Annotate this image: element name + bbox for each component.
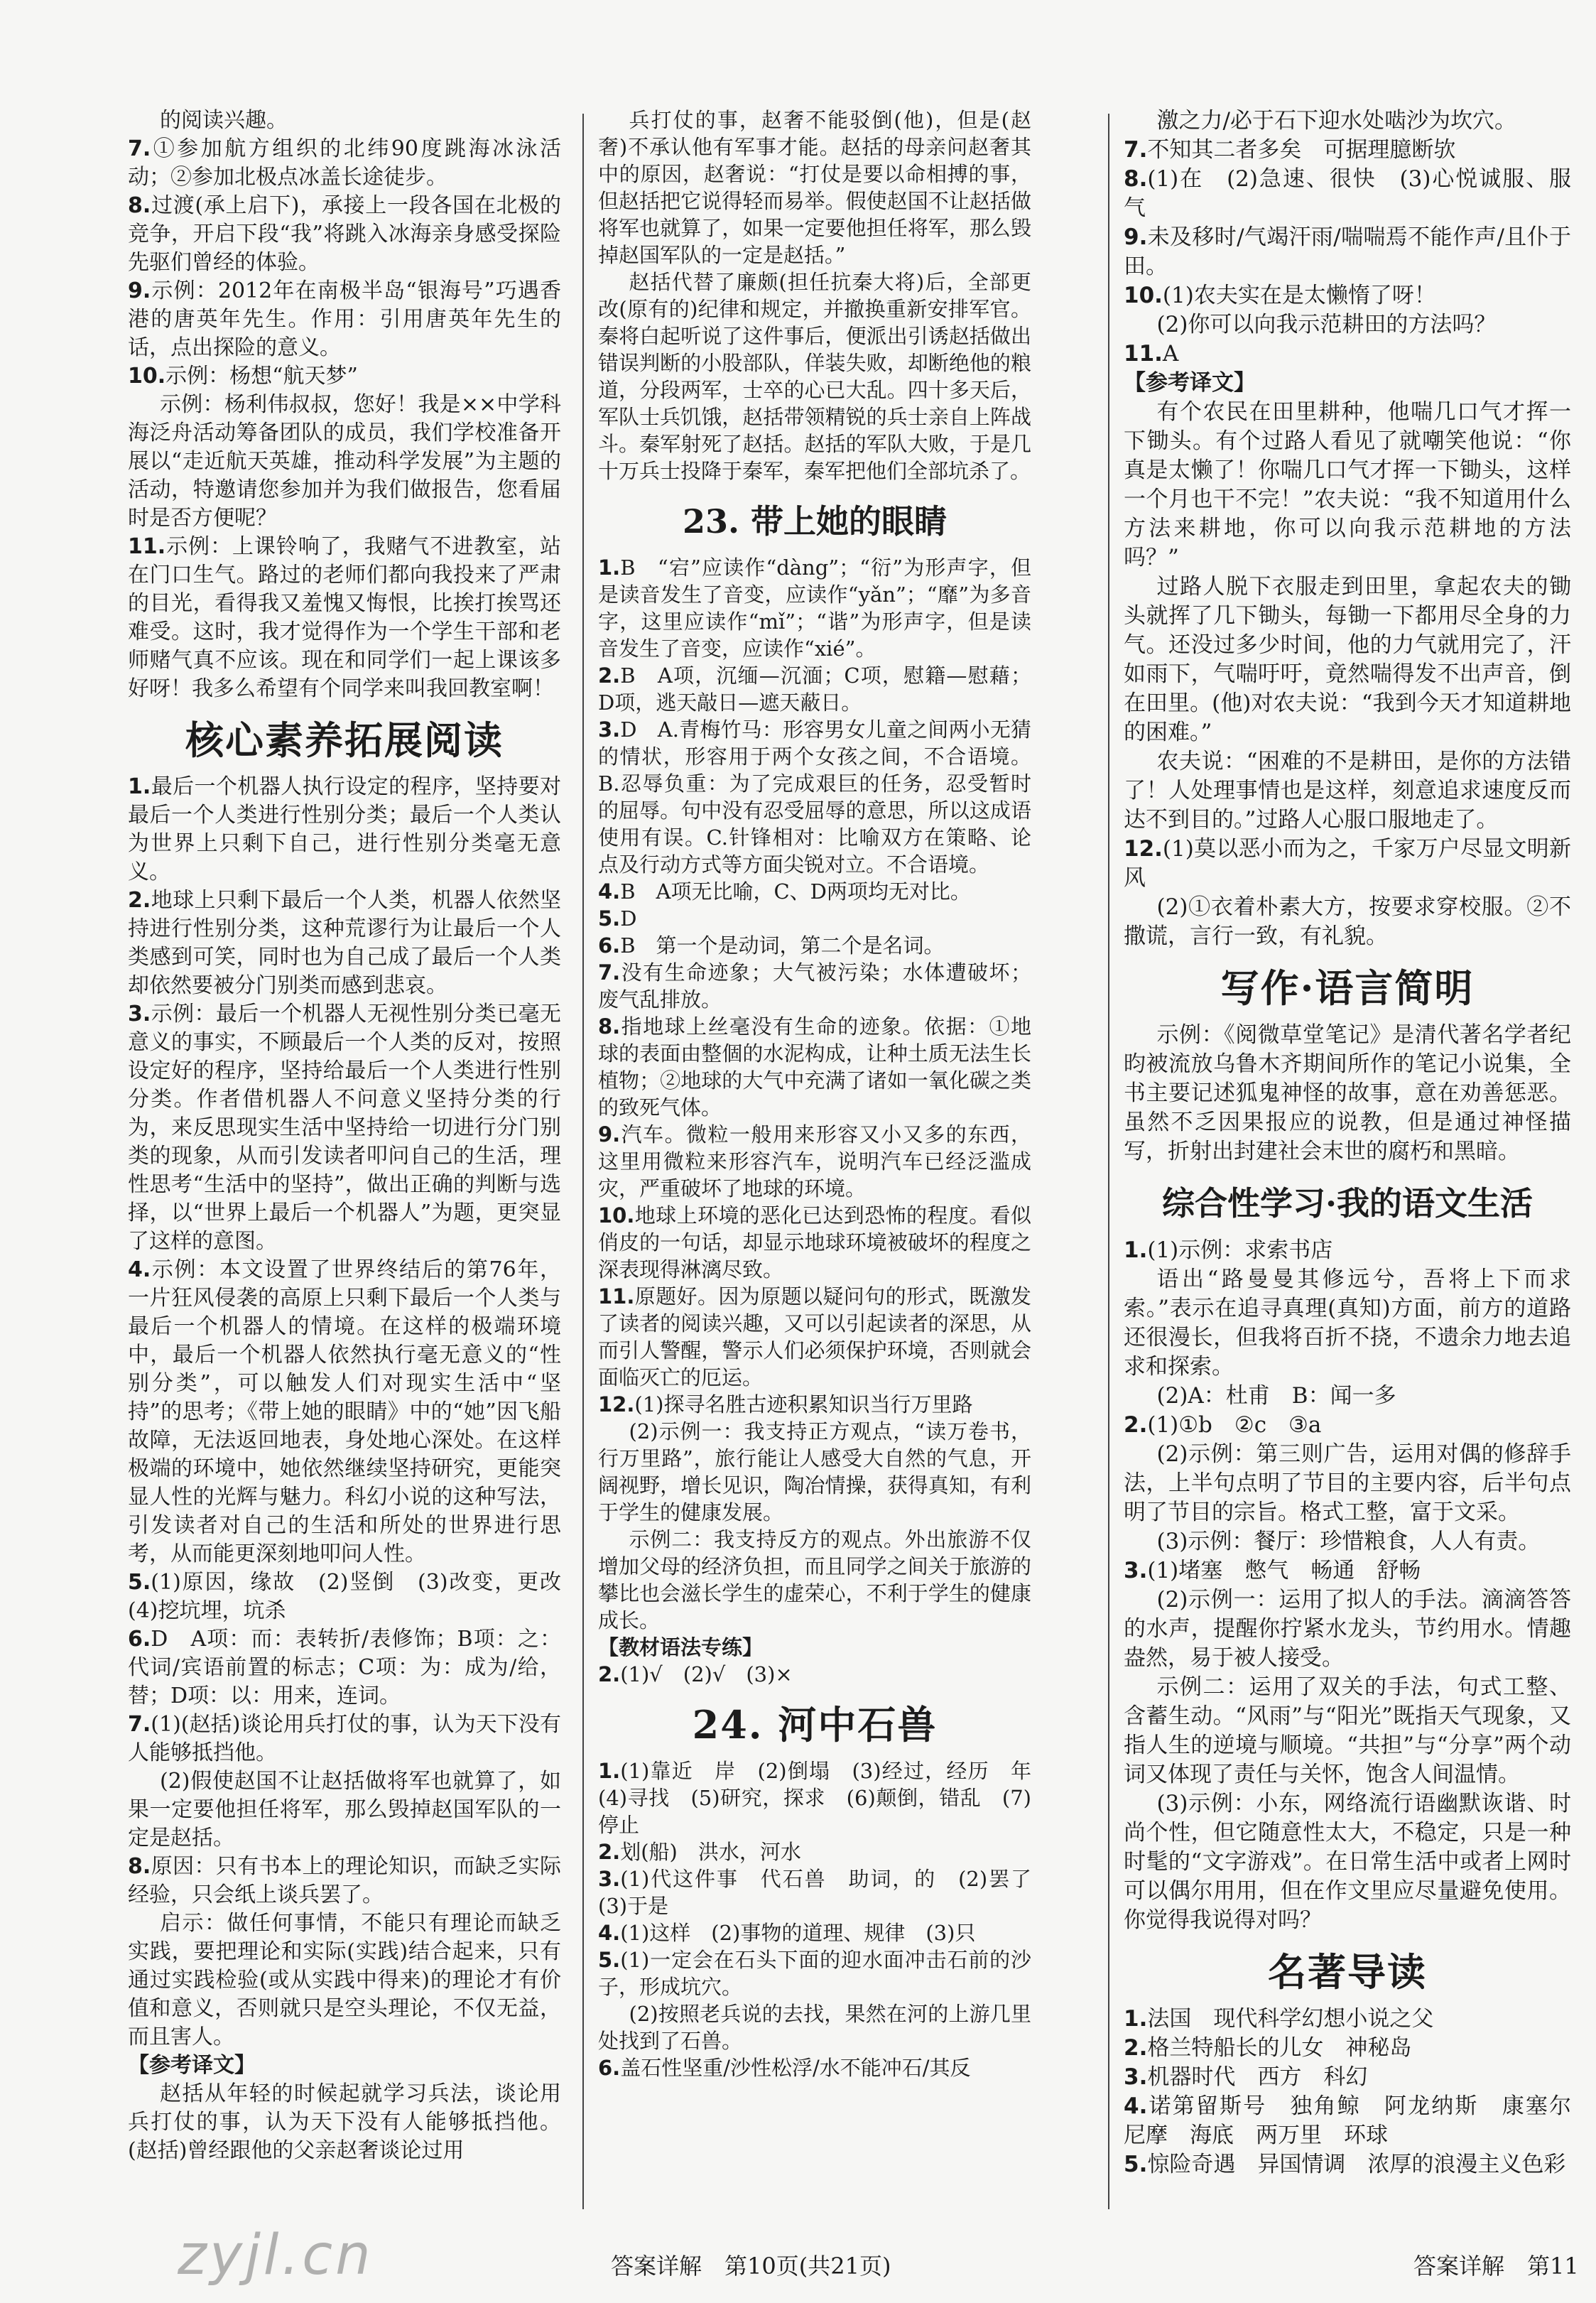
answer-text: 5.(1)原因，缘故 (2)竖倒 (3)改变，更改 (4)挖坑埋，坑杀 — [128, 1570, 582, 1623]
answer-text: 1.(1)靠近 岸 (2)倒塌 (3)经过，经历 年 (4)寻找 (5)研究，探求 (6)颠倒，错乱 (7)停止 — [598, 1759, 1053, 1837]
answer-text: 3.机器时代 西方 科幻 — [1124, 2064, 1368, 2090]
answer-number: 1. — [598, 1759, 621, 1783]
answer-text: 3.D A.青梅竹马：形容男女儿童之间两小无猜的情状，形容用于两个女孩之间，不合语境。B.忍辱负重：为了完成艰巨的任务，忍受暂时的屈辱。句中没有忍受屈辱的意思，所以这成语使用有误。C.针锋相对：比喻双方在策略、论点及行动方式等方面尖锐对立。不合语境。 — [598, 717, 1031, 877]
answer-text: 启示：做任何事情，不能只有理论而缺乏实践，要把理论和实际(实践)结合起来，只有通过实践检验(或从实践中得来)的理论才有价值和意义，否则就只是空头理论，不仅无益，而且害人。 — [128, 1911, 561, 2049]
answer-number: 3. — [598, 1867, 621, 1891]
answer-text: (2)示例一：我支持正方观点，“读万卷书，行万里路”，旅行能让人感受大自然的气息，开阔视野，增长见识，陶冶情操，获得真知，有利于学生的健康发展。 — [598, 1419, 1031, 1524]
answer-text: (2)示例：第三则广告，运用对偶的修辞手法，上半句点明了节目的主要内容，后半句点明了节目的宗旨。格式工整，富于文采。 — [1124, 1441, 1571, 1525]
answer-text: 7.①参加航方组织的北纬90度跳海冰泳活动；②参加北极点冰盖长途徒步。 — [128, 136, 561, 190]
answer-number: 2. — [598, 663, 621, 688]
footer-left-label: 答案详解 — [611, 2253, 702, 2280]
answer-text: 激之力/必于石下迎水处啮沙为坎穴。 — [1156, 108, 1516, 134]
footer-right-page: 第11 — [1527, 2253, 1579, 2280]
answer-text: 3.示例：最后一个机器人无视性别分类已毫无意义的事实，不顾最后一个人类的反对，按照设定好的程序，坚持给最后一个人类进行性别分类。作者借机器人不问意义坚持分类的行为，来反思现实生活中坚持给一切进行分门别类的现象，从而引发读者叩问自己的生活，理性思考“生活中的坚持”，做出正确的判断与选择，以“世界上最后一个机器人”为题，更突显了这样的意图。 — [128, 1002, 561, 1254]
answer-text: (3)示例：小东，网络流行语幽默诙谐、时尚个性，但它随意性太大，不稳定，只是一种时髦的“文字游戏”。在日常生活中或者上网时可以偶尔用用，但在作文里应尽量避免使用。你觉得我说得对吗？ — [1124, 1791, 1571, 1933]
answer-text: 7.(1)(赵括)谈论用兵打仗的事，认为天下没有人能够抵挡他。 — [128, 1712, 561, 1765]
answer-text: 7.不知其二者多矣 可据理臆断欤 — [1124, 137, 1456, 163]
answer-number: 3. — [598, 717, 621, 742]
answer-text: 11.示例：上课铃响了，我赌气不进教室，站在门口生气。路过的老师们都向我投来了严肃的目光，看得我又羞愧又悔恨，比挨打挨骂还难受。这时，我才觉得作为一个学生干部和老师赌气真不应该。现在和同学们一起上课该多好呀！我多么希望有个同学来叫我回教室啊！ — [128, 534, 561, 701]
answer-text: 10.地球上环境的恶化已达到恐怖的程度。看似俏皮的一句话，却显示地球环境被破坏的程度之深表现得淋漓尽致。 — [598, 1203, 1031, 1281]
section-heading: 核心素养拓展阅读 — [185, 717, 504, 763]
section-label: 【参考译文】 — [1124, 370, 1256, 396]
answer-text: 8.过渡(承上启下)，承接上一段各国在北极的竞争，开启下段“我”将跳入冰海亲身感受探险先驱们曾经的体验。 — [128, 193, 561, 275]
answer-text: 赵括代替了廉颇(担任抗秦大将)后，全部更改(原有的)纪律和规定，并撤换重新安排军官。秦将白起听说了这件事后，便派出引诱赵括做出错误判断的小股部队，佯装失败，却断绝他的粮道，分段两军，士卒的心已大乱。四十多天后，军队士兵饥饿，赵括带领精锐的兵士亲自上阵战斗。秦军射死了赵括。赵括的军队大败，于是几十万兵士投降于秦军，秦军把他们全部坑杀了。 — [598, 270, 1031, 483]
answer-text: (2)①衣着朴素大方，按要求穿校服。②不撒谎，言行一致，有礼貌。 — [1124, 894, 1571, 949]
answer-text: 的阅读兴趣。 — [160, 108, 288, 133]
answer-number: 4. — [598, 1921, 621, 1945]
answer-text: 过路人脱下衣服走到田里，拿起农夫的锄头就挥了几下锄头，每锄一下都用尽全身的力气。还没过多少时间，他的力气就用完了，汗如雨下，气喘吁吁，竟然喘得发不出声音，倒在田里。(他)对农夫说：“我到今天才知道耕地的困难。” — [1124, 574, 1571, 745]
answer-number: 7. — [1124, 137, 1148, 163]
answer-text: (2)假使赵国不让赵括做将军也就算了，如果一定要他担任将军，那么毁掉赵国军队的一定是赵括。 — [128, 1769, 561, 1850]
column-rule-1 — [582, 114, 584, 2209]
answer-number: 2. — [598, 1840, 621, 1864]
answer-text: 5.D — [598, 906, 637, 931]
answer-text: 1.法国 现代科学幻想小说之父 — [1124, 2006, 1434, 2032]
footer-right-label: 答案详解 — [1413, 2253, 1505, 2280]
answer-text: 6.盖石性坚重/沙性松浮/水不能冲石/其反 — [598, 2056, 971, 2080]
answer-text: (2)按照老兵说的去找，果然在河的上游几里处找到了石兽。 — [598, 2002, 1031, 2053]
answer-text: 2.(1)①b ②c ③a — [1124, 1412, 1322, 1438]
section-label: 【教材语法专练】 — [598, 1635, 764, 1659]
answer-text: 农夫说：“困难的不是耕田，是你的方法错了！人处理事情也是这样，刻意追求速度反而达不到目的。”过路人心服口服地走了。 — [1124, 749, 1571, 833]
answer-number: 6. — [128, 1627, 151, 1652]
answer-text: 4.(1)这样 (2)事物的道理、规律 (3)只 — [598, 1921, 976, 1945]
answer-number: 1. — [598, 556, 621, 580]
answer-number: 12. — [1124, 836, 1163, 862]
section-heading: 23. 带上她的眼睛 — [682, 502, 948, 541]
answer-number: 7. — [598, 960, 621, 985]
answer-number: 1. — [1124, 2006, 1148, 2032]
answer-text: (3)示例：餐厅：珍惜粮食，人人有责。 — [1156, 1529, 1541, 1554]
answer-number: 10. — [128, 364, 166, 389]
answer-number: 4. — [598, 879, 621, 904]
answer-text: 8.原因：只有书本上的理论知识，而缺乏实际经验，只会纸上谈兵罢了。 — [128, 1854, 561, 1907]
answer-number: 8. — [598, 1014, 621, 1039]
answer-text: 2.格兰特船长的儿女 神秘岛 — [1124, 2035, 1412, 2061]
answer-text: 1.最后一个机器人执行设定的程序，坚持要对最后一个人类进行性别分类；最后一个人类认为世界上只剩下自己，进行性别分类毫无意义。 — [128, 774, 561, 884]
answer-text: 10.示例：杨想“航天梦” — [128, 364, 358, 389]
answer-text: 1.(1)示例：求索书店 — [1124, 1237, 1333, 1263]
answer-text: 2.B A项，沉缅—沉湎；C项，慰籍—慰藉；D项，逃天敲日—遮天蔽日。 — [598, 663, 1031, 715]
answer-text: 有个农民在田里耕种，他喘几口气才挥一下锄头。有个过路人看见了就嘲笑他说：“你真是太懒了！你喘几口气才挥一下锄头，这样一个月也干不完！”农夫说：“我不知道用什么方法来耕地，你可以向我示范耕地的方法吗？” — [1124, 399, 1571, 570]
answer-number: 7. — [128, 136, 151, 161]
section-heading: 名著导读 — [1268, 1949, 1427, 1995]
answer-number: 5. — [128, 1570, 151, 1595]
answer-text: 语出“路曼曼其修远兮，吾将上下而求索。”表示在追寻真理(真知)方面，前方的道路还很漫长，但我将百折不挠，不遗余力地去追求和探索。 — [1124, 1267, 1571, 1380]
column-right — [1124, 107, 1593, 2179]
answer-text: 2.划(船) 洪水，河水 — [598, 1840, 801, 1864]
answer-number: 9. — [1124, 224, 1148, 250]
answer-text: 7.没有生命迹象；大气被污染；水体遭破坏；废气乱排放。 — [598, 960, 1031, 1012]
answer-text: 6.D A项：而：表转折/表修饰；B项：之：代词/宾语前置的标志；C项：为：成为/给，替；D项：以：用来，连词。 — [128, 1627, 561, 1708]
answer-text: (2)示例一：运用了拟人的手法。滴滴答答的水声，提醒你拧紧水龙头，节约用水。情趣盎然，易于被人接受。 — [1124, 1587, 1571, 1671]
answer-number: 2. — [1124, 2035, 1148, 2061]
answer-number: 6. — [598, 933, 621, 958]
column-middle — [598, 107, 1053, 2081]
answer-text: 示例二：运用了双关的手法，句式工整、含蓄生动。“风雨”与“阳光”既指天气现象，又指人生的逆境与顺境。“共担”与“分享”两个动词又体现了责任与关怀，饱含人间温情。 — [1124, 1674, 1571, 1787]
answer-text: 5.惊险奇遇 异国情调 浓厚的浪漫主义色彩 — [1124, 2152, 1566, 2177]
section-label: 【参考译文】 — [128, 2053, 256, 2078]
answer-text: 11.A — [1124, 341, 1179, 367]
answer-text: 9.未及移时/气竭汗雨/喘喘焉不能作声/且仆于田。 — [1124, 224, 1571, 279]
answer-text: 8.指地球上丝毫没有生命的迹象。依据：①地球的表面由整個的水泥构成，让种土质无法生长植物；②地球的大气中充满了诸如一氧化碳之类的致死气体。 — [598, 1014, 1031, 1120]
answer-number: 8. — [1124, 166, 1148, 192]
answer-text: 1.B “宕”应读作“dàng”；“衍”为形声字，但是读音发生了音变，应读作“yǎn”；“靡”为多音字，这里应读作“mǐ”；“谐”为形声字，但是读音发生了音变，应读作“xié”。 — [598, 556, 1031, 661]
column-rule-2 — [1108, 114, 1109, 2209]
answer-text: 12.(1)探寻名胜古迹积累知识当行万里路 — [598, 1392, 973, 1416]
answer-text: 8.(1)在 (2)急速、很快 (3)心悦诚服、服气 — [1124, 166, 1571, 221]
answer-number: 7. — [128, 1712, 151, 1737]
answer-text: 4.示例：本文设置了世界终结后的第76年，一片狂风侵袭的高原上只剩下最后一个人类与最后一个机器人的情境。在这样的极端环境中，最后一个机器人依然执行毫无意义的“性别分类”，可以触发人们对现实生活中“坚持”的思考；《带上她的眼睛》中的“她”因飞船故障，无法返回地表，身处地心深处。在这样极端的环境中，她依然继续坚持研究，更能突显人性的光辉与魅力。科幻小说的这种写法，引发读者对自己的生活和所处的世界进行思考，从而能更深刻地叩问人性。 — [128, 1257, 561, 1566]
answer-number: 1. — [1124, 1237, 1148, 1263]
answer-text: 赵括从年轻的时候起就学习兵法，谈论用兵打仗的事，认为天下没有人能够抵挡他。(赵括)曾经跟他的父亲赵奢谈论过用 — [128, 2081, 561, 2163]
answer-text: (2)A：杜甫 B：闻一多 — [1156, 1383, 1396, 1409]
footer-left — [611, 2248, 891, 2281]
answer-text: 5.(1)一定会在石头下面的迎水面冲击石前的沙子，形成坑穴。 — [598, 1948, 1031, 1999]
answer-number: 2. — [1124, 1412, 1148, 1438]
answer-number: 3. — [1124, 2064, 1148, 2090]
answer-number: 5. — [1124, 2152, 1148, 2177]
answer-number: 11. — [1124, 341, 1163, 367]
answer-number: 10. — [598, 1203, 635, 1228]
answer-text: 示例：杨利伟叔叔，您好！我是××中学科海泛舟活动筹备团队的成员，我们学校准备开展以“走近航天英雄，推动科学发展”为主题的活动，特邀请您参加并为我们做报告，您看届时是否方便呢？ — [128, 392, 561, 531]
answer-number: 3. — [1124, 1558, 1148, 1583]
watermark: zyjl.cn — [178, 2223, 374, 2287]
answer-number: 5. — [598, 1948, 621, 1972]
answer-number: 10. — [1124, 283, 1163, 308]
answer-number: 9. — [128, 278, 151, 303]
answer-text: 6.B 第一个是动词，第二个是名词。 — [598, 933, 945, 958]
answer-text: 4.B A项无比喻，C、D两项均无对比。 — [598, 879, 971, 904]
answer-number: 11. — [598, 1284, 635, 1308]
answer-number: 8. — [128, 1854, 151, 1879]
answer-text: 兵打仗的事，赵奢不能驳倒(他)，但是(赵奢)不承认他有军事才能。赵括的母亲问赵奢其中的原因，赵奢说：“打仗是要以命相搏的事，但赵括把它说得轻而易举。假使赵国不让赵括做将军也就算了，如果一定要他担任将军，那么毁掉赵国军队的一定是赵括。” — [598, 108, 1031, 267]
answer-number: 12. — [598, 1392, 635, 1416]
answer-number: 2. — [598, 1662, 621, 1686]
answer-text: 9.示例：2012年在南极半岛“银海号”巧遇香港的唐英年先生。作用：引用唐英年先生的话，点出探险的意义。 — [128, 278, 561, 360]
column-left — [128, 107, 582, 2165]
answer-number: 1. — [128, 774, 151, 799]
answer-text: 3.(1)堵塞 憋气 畅通 舒畅 — [1124, 1558, 1421, 1583]
section-heading: 24. 河中石兽 — [692, 1702, 938, 1747]
answer-text: 3.(1)代这件事 代石兽 助词，的 (2)罢了 (3)于是 — [598, 1867, 1053, 1918]
answer-text: (2)你可以向我示范耕田的方法吗？ — [1156, 312, 1497, 337]
answer-text: 11.原题好。因为原题以疑问句的形式，既激发了读者的阅读兴趣，又可以引起读者的深思，从而引人警醒，警示人们必须保护环境，否则就会面临灭亡的厄运。 — [598, 1284, 1031, 1389]
footer-right — [1413, 2248, 1579, 2281]
answer-text: 2.(1)√ (2)√ (3)× — [598, 1662, 793, 1686]
answer-number: 5. — [598, 906, 621, 931]
section-heading: 写作·语言简明 — [1220, 965, 1475, 1011]
answer-number: 3. — [128, 1002, 151, 1026]
answer-text: 10.(1)农夫实在是太懒惰了呀！ — [1124, 283, 1436, 308]
answer-number: 6. — [598, 2056, 621, 2080]
answer-text: 示例：《阅微草堂笔记》是清代著名学者纪昀被流放乌鲁木齐期间所作的笔记小说集，全书主要记述狐鬼神怪的故事，意在劝善惩恶。虽然不乏因果报应的说教，但是通过神怪描写，折射出封建社会末世的腐朽和黑暗。 — [1124, 1022, 1571, 1164]
answer-number: 11. — [128, 534, 166, 559]
answer-number: 4. — [1124, 2093, 1148, 2119]
answer-text: 示例二：我支持反方的观点。外出旅游不仅增加父母的经济负担，而且同学之间关于旅游的攀比也会滋长学生的虚荣心，不利于学生的健康成长。 — [598, 1527, 1031, 1632]
answer-text: 2.地球上只剩下最后一个人类，机器人依然坚持进行性别分类，这种荒谬行为让最后一个人类感到可笑，同时也为自己成了最后一个人类却依然要被分门别类而感到悲哀。 — [128, 888, 561, 998]
answer-text: 9.汽车。微粒一般用来形容又小又多的东西，这里用微粒来形容汽车，说明汽车已经泛滥成灾，严重破坏了地球的环境。 — [598, 1122, 1031, 1201]
answer-text: 4.诺第留斯号 独角鲸 阿龙纳斯 康塞尔 尼摩 海底 两万里 环球 — [1124, 2093, 1593, 2148]
answer-number: 8. — [128, 193, 151, 218]
answer-number: 4. — [128, 1257, 151, 1282]
answer-text: 12.(1)莫以恶小而为之，千家万户尽显文明新风 — [1124, 836, 1571, 891]
section-heading: 综合性学习·我的语文生活 — [1161, 1184, 1533, 1223]
answer-number: 2. — [128, 888, 151, 913]
answer-number: 9. — [598, 1122, 621, 1147]
footer-left-page: 第10页(共21页) — [724, 2253, 891, 2280]
